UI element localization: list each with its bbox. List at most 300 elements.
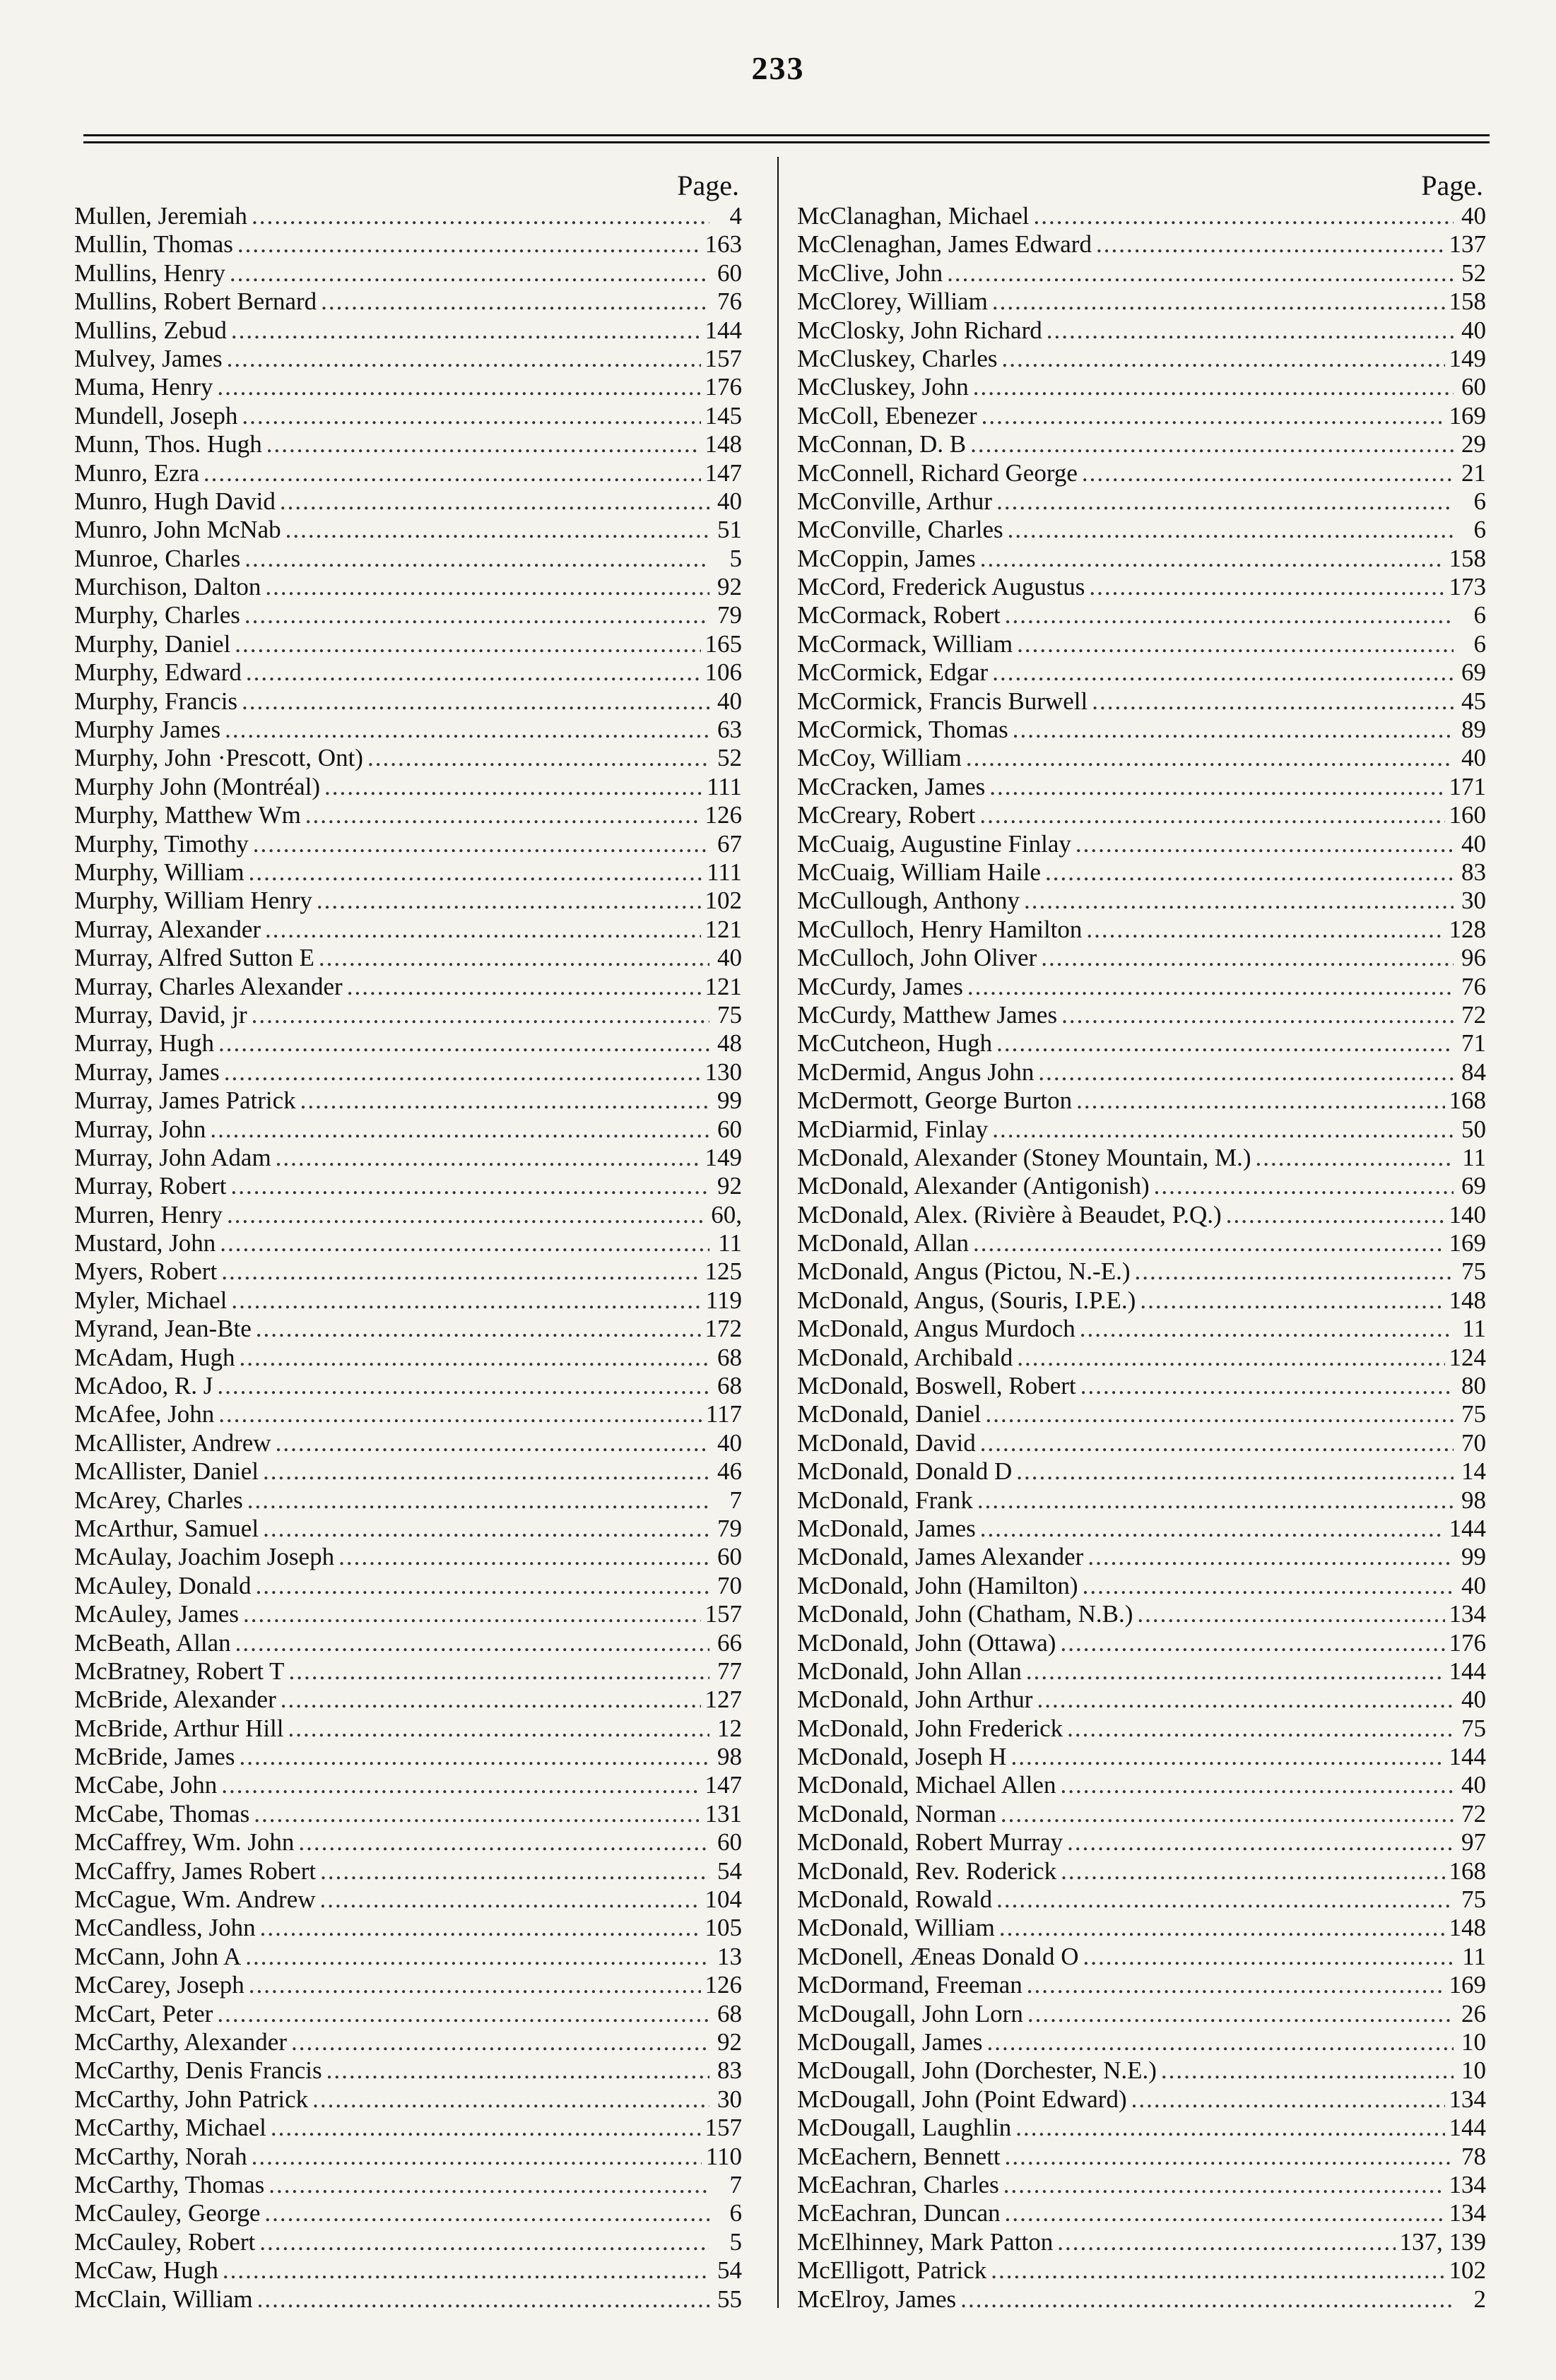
index-entry bbox=[797, 1001, 1486, 1029]
index-entry bbox=[74, 1686, 742, 1714]
dot-leader bbox=[265, 573, 709, 601]
index-entry bbox=[74, 1144, 742, 1172]
entry-page-number: 40 bbox=[1461, 744, 1486, 772]
entry-name: Murphy John (Montréal) bbox=[74, 772, 321, 800]
entry-name: Murphy, William bbox=[74, 858, 244, 886]
entry-name: McDonald, Angus Murdoch bbox=[797, 1315, 1075, 1343]
entry-name: Mullin, Thomas bbox=[74, 230, 233, 259]
dot-leader bbox=[220, 1229, 709, 1257]
dot-leader bbox=[269, 2171, 709, 2199]
dot-leader bbox=[1047, 316, 1454, 345]
column-header: Page. bbox=[677, 170, 739, 201]
index-entry bbox=[797, 1743, 1486, 1771]
entry-page-number: 176 bbox=[1449, 1628, 1486, 1657]
dot-leader bbox=[947, 259, 1454, 288]
entry-page-number: 52 bbox=[1461, 259, 1486, 287]
entry-name: McClanaghan, Michael bbox=[797, 202, 1030, 230]
entry-name: Munroe, Charles bbox=[74, 544, 241, 572]
entry-name: McCaffry, James Robert bbox=[74, 1857, 317, 1885]
dot-leader bbox=[1131, 2085, 1445, 2114]
index-entry bbox=[797, 1457, 1486, 1486]
dot-leader bbox=[320, 1857, 709, 1885]
index-entry bbox=[74, 1800, 742, 1828]
dot-leader bbox=[263, 1457, 709, 1486]
header-rule-bottom bbox=[83, 141, 1490, 143]
dot-leader bbox=[1076, 1087, 1444, 1115]
index-entry bbox=[797, 1400, 1486, 1428]
entry-name: McDonald, Joseph H bbox=[797, 1743, 1007, 1771]
entry-page-number: 10 bbox=[1461, 2028, 1486, 2056]
entry-page-number: 99 bbox=[1461, 1543, 1486, 1571]
entry-page-number: 89 bbox=[1461, 716, 1486, 744]
entry-page-number: 76 bbox=[717, 288, 742, 316]
column-header: Page. bbox=[1421, 170, 1483, 201]
index-entry bbox=[797, 887, 1486, 915]
dot-leader bbox=[242, 402, 700, 430]
entry-page-number: 76 bbox=[1461, 972, 1486, 1000]
index-entry bbox=[74, 744, 742, 772]
index-entry bbox=[797, 1029, 1486, 1058]
entry-page-number: 117 bbox=[705, 1400, 742, 1428]
dot-leader bbox=[247, 1486, 709, 1515]
index-entry bbox=[74, 1286, 742, 1315]
dot-leader bbox=[235, 1629, 709, 1657]
index-entry bbox=[797, 830, 1486, 858]
entry-name: McDougall, John Lorn bbox=[797, 1999, 1023, 2027]
entry-name: McEachran, Duncan bbox=[797, 2199, 1001, 2227]
entry-page-number: 106 bbox=[705, 658, 742, 687]
index-entry bbox=[797, 1344, 1486, 1372]
dot-leader bbox=[996, 487, 1454, 516]
entry-name: Murren, Henry bbox=[74, 1200, 223, 1229]
entry-name: McDonald, Allan bbox=[797, 1229, 969, 1257]
entry-page-number: 6 bbox=[729, 2199, 742, 2227]
index-entry bbox=[797, 316, 1486, 345]
entry-name: McDonald, William bbox=[797, 1914, 995, 1942]
index-entry bbox=[74, 487, 742, 516]
dot-leader bbox=[1027, 1971, 1445, 1999]
entry-page-number: 30 bbox=[1461, 887, 1486, 915]
dot-leader bbox=[1080, 1315, 1454, 1343]
dot-leader bbox=[242, 687, 709, 716]
dot-leader bbox=[973, 1229, 1444, 1257]
index-entry bbox=[797, 1857, 1486, 1885]
dot-leader bbox=[1013, 716, 1454, 744]
index-entry bbox=[797, 973, 1486, 1001]
dot-leader bbox=[1034, 202, 1454, 230]
index-entry bbox=[74, 1315, 742, 1343]
entry-name: McCullough, Anthony bbox=[797, 887, 1020, 915]
index-entry bbox=[74, 2028, 742, 2056]
entry-name: McDougall, John (Dorchester, N.E.) bbox=[797, 2056, 1157, 2085]
index-entry bbox=[74, 1971, 742, 1999]
dot-leader bbox=[230, 259, 709, 288]
dot-leader bbox=[1154, 1172, 1454, 1200]
index-entry bbox=[797, 1629, 1486, 1657]
entry-page-number: 68 bbox=[717, 1343, 742, 1371]
entry-name: Myers, Robert bbox=[74, 1257, 218, 1286]
entry-page-number: 134 bbox=[1449, 1600, 1486, 1628]
entry-page-number: 176 bbox=[705, 373, 742, 401]
index-entry bbox=[797, 1800, 1486, 1828]
entry-page-number: 148 bbox=[1449, 1286, 1486, 1314]
dot-leader bbox=[1096, 230, 1445, 259]
entry-page-number: 69 bbox=[1461, 658, 1486, 687]
entry-name: Murphy, Matthew Wm bbox=[74, 801, 301, 829]
dot-leader bbox=[982, 402, 1445, 430]
index-entry bbox=[797, 1201, 1486, 1229]
entry-name: McClorey, William bbox=[797, 288, 988, 316]
dot-leader bbox=[967, 973, 1454, 1001]
entry-name: McDonald, John Arthur bbox=[797, 1686, 1033, 1714]
entry-name: McDonald, Robert Murray bbox=[797, 1828, 1063, 1857]
entry-page-number: 149 bbox=[1449, 344, 1486, 372]
dot-leader bbox=[257, 2285, 709, 2314]
index-entry bbox=[74, 1400, 742, 1428]
index-entry bbox=[74, 2228, 742, 2256]
entry-page-number: 131 bbox=[705, 1799, 742, 1828]
entry-name: Mullen, Jeremiah bbox=[74, 202, 247, 230]
dot-leader bbox=[999, 1914, 1445, 1942]
entry-name: McAdam, Hugh bbox=[74, 1343, 235, 1371]
index-entry bbox=[797, 1600, 1486, 1628]
entry-page-number: 51 bbox=[717, 516, 742, 544]
index-entry bbox=[797, 1971, 1486, 1999]
entry-page-number: 5 bbox=[729, 544, 742, 572]
entry-name: McDonald, Michael Allen bbox=[797, 1771, 1056, 1799]
index-entry bbox=[797, 1515, 1486, 1543]
entry-page-number: 40 bbox=[1461, 316, 1486, 344]
entry-name: Mundell, Joseph bbox=[74, 401, 238, 430]
dot-leader bbox=[249, 1971, 701, 1999]
entry-name: McAuley, James bbox=[74, 1600, 239, 1628]
page-number: 233 bbox=[751, 50, 805, 86]
index-entry bbox=[74, 916, 742, 944]
index-entry bbox=[74, 2000, 742, 2028]
dot-leader bbox=[288, 1715, 710, 1743]
dot-leader bbox=[1024, 887, 1454, 915]
index-entry bbox=[74, 1087, 742, 1115]
index-entry bbox=[74, 373, 742, 401]
entry-page-number: 121 bbox=[705, 972, 742, 1000]
entry-name: Mulvey, James bbox=[74, 344, 223, 372]
dot-leader bbox=[1001, 1800, 1454, 1828]
index-column-right bbox=[797, 170, 1486, 2314]
dot-leader bbox=[264, 2199, 709, 2227]
entry-name: McCurdy, Matthew James bbox=[797, 1000, 1058, 1029]
entry-name: McColl, Ebenezer bbox=[797, 401, 977, 430]
index-entry bbox=[74, 801, 742, 829]
dot-leader bbox=[1075, 830, 1454, 858]
index-entry bbox=[797, 1315, 1486, 1343]
entry-page-number: 134 bbox=[1449, 2199, 1486, 2227]
entry-name: McArey, Charles bbox=[74, 1486, 243, 1514]
entry-page-number: 40 bbox=[1461, 202, 1486, 230]
entry-name: Murray, James Patrick bbox=[74, 1087, 296, 1115]
index-entry bbox=[797, 1572, 1486, 1600]
entry-page-number: 119 bbox=[705, 1286, 742, 1314]
dot-leader bbox=[1161, 2056, 1454, 2085]
entry-page-number: 46 bbox=[717, 1457, 742, 1486]
entry-page-number: 50 bbox=[1461, 1115, 1486, 1143]
entry-name: McCarthy, Thomas bbox=[74, 2170, 265, 2198]
entry-name: McDormand, Freeman bbox=[797, 1971, 1022, 1999]
dot-leader bbox=[1226, 1201, 1445, 1229]
entry-name: McCormick, Francis Burwell bbox=[797, 687, 1088, 715]
entry-page-number: 30 bbox=[717, 2085, 742, 2113]
index-entry bbox=[797, 744, 1486, 772]
entry-name: McConville, Charles bbox=[797, 516, 1003, 544]
dot-leader bbox=[244, 601, 709, 629]
dot-leader bbox=[960, 2285, 1454, 2314]
index-entry bbox=[74, 459, 742, 487]
index-entry bbox=[797, 516, 1486, 544]
entry-page-number: 102 bbox=[1449, 2256, 1486, 2285]
entry-page-number: 26 bbox=[1461, 1999, 1486, 2027]
entry-page-number: 84 bbox=[1461, 1058, 1486, 1086]
entry-name: McClenaghan, James Edward bbox=[797, 230, 1092, 259]
dot-leader bbox=[1083, 1572, 1454, 1600]
index-entry bbox=[74, 773, 742, 801]
entry-name: McCauley, Robert bbox=[74, 2227, 256, 2256]
dot-leader bbox=[1061, 1001, 1454, 1029]
index-entry bbox=[797, 2114, 1486, 2142]
entry-name: McCuaig, William Haile bbox=[797, 858, 1041, 886]
entry-page-number: 60 bbox=[717, 259, 742, 287]
entry-page-number: 7 bbox=[729, 1486, 742, 1514]
entry-name: McDonald, Archibald bbox=[797, 1343, 1013, 1371]
entry-name: McCarthy, Alexander bbox=[74, 2028, 287, 2056]
index-entry bbox=[74, 2143, 742, 2171]
index-list bbox=[74, 202, 742, 2314]
entry-name: McCreary, Robert bbox=[797, 801, 976, 829]
entry-page-number: 137, 139 bbox=[1399, 2227, 1486, 2256]
entry-page-number: 72 bbox=[1461, 1799, 1486, 1828]
entry-name: McDonald, Angus, (Souris, I.P.E.) bbox=[797, 1286, 1136, 1314]
entry-page-number: 10 bbox=[1461, 2056, 1486, 2085]
entry-name: McCarthy, Norah bbox=[74, 2142, 247, 2170]
index-entry bbox=[797, 2143, 1486, 2171]
dot-leader bbox=[265, 916, 700, 944]
entry-name: McCandless, John bbox=[74, 1914, 256, 1942]
entry-page-number: 5 bbox=[729, 2227, 742, 2256]
index-entry bbox=[797, 202, 1486, 230]
index-entry bbox=[797, 573, 1486, 601]
entry-page-number: 144 bbox=[705, 316, 742, 344]
dot-leader bbox=[992, 288, 1445, 316]
entry-page-number: 11 bbox=[1462, 1942, 1486, 1970]
dot-leader bbox=[224, 1058, 701, 1087]
entry-name: McElroy, James bbox=[797, 2285, 957, 2313]
index-entry bbox=[797, 487, 1486, 516]
index-entry bbox=[797, 402, 1486, 430]
index-entry bbox=[74, 2171, 742, 2199]
entry-name: McBratney, Robert T bbox=[74, 1657, 285, 1685]
dot-leader bbox=[1089, 573, 1444, 601]
index-entry bbox=[797, 288, 1486, 316]
entry-page-number: 75 bbox=[1461, 1400, 1486, 1428]
entry-page-number: 124 bbox=[1449, 1343, 1486, 1371]
entry-name: McCabe, Thomas bbox=[74, 1799, 250, 1828]
dot-leader bbox=[1137, 1600, 1444, 1628]
dot-leader bbox=[259, 2228, 709, 2256]
index-entry bbox=[74, 1001, 742, 1029]
index-entry bbox=[797, 658, 1486, 687]
entry-name: McCormack, Robert bbox=[797, 601, 1001, 629]
dot-leader bbox=[221, 1771, 700, 1799]
index-entry bbox=[74, 316, 742, 345]
index-entry bbox=[74, 1429, 742, 1457]
dot-leader bbox=[1005, 2199, 1445, 2227]
index-entry bbox=[74, 288, 742, 316]
entry-page-number: 102 bbox=[705, 887, 742, 915]
entry-page-number: 134 bbox=[1449, 2085, 1486, 2113]
entry-name: McDiarmid, Finlay bbox=[797, 1115, 989, 1143]
entry-page-number: 99 bbox=[717, 1087, 742, 1115]
entry-page-number: 148 bbox=[1449, 1914, 1486, 1942]
entry-page-number: 6 bbox=[1473, 487, 1486, 515]
entry-page-number: 67 bbox=[717, 829, 742, 858]
index-entry bbox=[797, 1914, 1486, 1942]
entry-page-number: 163 bbox=[705, 230, 742, 259]
index-entry bbox=[797, 1771, 1486, 1799]
entry-page-number: 13 bbox=[717, 1942, 742, 1970]
entry-name: McDonald, Alexander (Stoney Mountain, M.) bbox=[797, 1143, 1251, 1171]
index-entry bbox=[74, 1914, 742, 1942]
index-entry bbox=[74, 402, 742, 430]
entry-name: McCann, John A bbox=[74, 1942, 242, 1970]
index-entry bbox=[74, 630, 742, 658]
dot-leader bbox=[338, 1543, 709, 1571]
entry-name: Murray, James bbox=[74, 1058, 220, 1086]
dot-leader bbox=[204, 459, 701, 487]
index-entry bbox=[797, 1715, 1486, 1743]
entry-page-number: 79 bbox=[717, 1514, 742, 1542]
entry-page-number: 147 bbox=[705, 1771, 742, 1799]
entry-name: McDougall, John (Point Edward) bbox=[797, 2085, 1127, 2113]
entry-page-number: 157 bbox=[705, 2114, 742, 2142]
index-entry bbox=[797, 545, 1486, 573]
index-entry bbox=[74, 1058, 742, 1087]
entry-name: Murphy James bbox=[74, 716, 221, 744]
entry-name: Murphy, Francis bbox=[74, 687, 238, 715]
index-entry bbox=[797, 1486, 1486, 1515]
entry-page-number: 6 bbox=[1473, 629, 1486, 658]
index-entry bbox=[797, 2000, 1486, 2028]
entry-name: Myrand, Jean-Bte bbox=[74, 1315, 252, 1343]
dot-leader bbox=[231, 1286, 701, 1315]
entry-page-number: 69 bbox=[1461, 1172, 1486, 1200]
index-entry bbox=[797, 1058, 1486, 1087]
dot-leader bbox=[317, 887, 701, 915]
entry-name: McCulloch, Henry Hamilton bbox=[797, 915, 1083, 943]
index-entry bbox=[797, 1429, 1486, 1457]
index-entry bbox=[74, 345, 742, 373]
entry-name: McBride, Alexander bbox=[74, 1686, 276, 1714]
dot-leader bbox=[246, 658, 701, 687]
index-entry bbox=[74, 1600, 742, 1628]
dot-leader bbox=[347, 973, 701, 1001]
entry-name: Munro, Ezra bbox=[74, 458, 199, 487]
index-entry bbox=[74, 1572, 742, 1600]
index-entry bbox=[797, 1115, 1486, 1144]
index-entry bbox=[74, 658, 742, 687]
index-entry bbox=[797, 1657, 1486, 1686]
index-entry bbox=[797, 1885, 1486, 1914]
dot-leader bbox=[1011, 1743, 1445, 1771]
entry-page-number: 144 bbox=[1449, 1514, 1486, 1542]
entry-name: McDonald, Frank bbox=[797, 1486, 973, 1514]
dot-leader bbox=[252, 1001, 709, 1029]
entry-name: Murchison, Dalton bbox=[74, 573, 261, 601]
dot-leader bbox=[217, 1372, 709, 1400]
entry-name: McEachran, Charles bbox=[797, 2170, 999, 2198]
entry-page-number: 98 bbox=[717, 1743, 742, 1771]
entry-name: Myler, Michael bbox=[74, 1286, 228, 1314]
entry-page-number: 83 bbox=[717, 2056, 742, 2085]
dot-leader bbox=[1005, 601, 1454, 629]
entry-name: McDonald, Donald D bbox=[797, 1457, 1013, 1486]
index-entry bbox=[74, 1172, 742, 1200]
entry-name: Murphy, William Henry bbox=[74, 887, 312, 915]
entry-name: McDougall, Laughlin bbox=[797, 2114, 1012, 2142]
entry-name: McElhinney, Mark Patton bbox=[797, 2227, 1054, 2256]
entry-page-number: 158 bbox=[1449, 288, 1486, 316]
entry-name: Murray, Hugh bbox=[74, 1029, 214, 1058]
entry-page-number: 78 bbox=[1461, 2142, 1486, 2170]
index-entry bbox=[74, 259, 742, 288]
index-entry bbox=[797, 2171, 1486, 2199]
entry-name: McConnan, D. B bbox=[797, 430, 967, 458]
dot-leader bbox=[989, 773, 1444, 801]
entry-page-number: 165 bbox=[705, 629, 742, 658]
entry-page-number: 158 bbox=[1449, 544, 1486, 572]
dot-leader bbox=[260, 1914, 701, 1942]
dot-leader bbox=[266, 430, 701, 458]
index-entry bbox=[74, 230, 742, 259]
entry-name: McBride, Arthur Hill bbox=[74, 1714, 284, 1742]
entry-page-number: 111 bbox=[707, 772, 742, 800]
dot-leader bbox=[1008, 516, 1454, 544]
dot-leader bbox=[1017, 1344, 1444, 1372]
index-entry bbox=[797, 1257, 1486, 1286]
entry-page-number: 83 bbox=[1461, 858, 1486, 886]
index-entry bbox=[797, 430, 1486, 458]
entry-page-number: 80 bbox=[1461, 1372, 1486, 1400]
entry-page-number: 70 bbox=[1461, 1428, 1486, 1457]
dot-leader bbox=[1057, 2228, 1395, 2256]
entry-page-number: 111 bbox=[707, 858, 742, 886]
index-entry bbox=[74, 1257, 742, 1286]
entry-name: McDonald, James Alexander bbox=[797, 1543, 1084, 1571]
dot-leader bbox=[996, 1029, 1454, 1058]
index-entry bbox=[74, 1771, 742, 1799]
dot-leader bbox=[1088, 1543, 1454, 1571]
entry-page-number: 137 bbox=[1449, 230, 1486, 259]
dot-leader bbox=[245, 1943, 709, 1971]
dot-leader bbox=[1134, 1257, 1454, 1286]
dot-leader bbox=[231, 316, 701, 345]
entry-page-number: 110 bbox=[705, 2142, 742, 2170]
entry-name: McBride, James bbox=[74, 1743, 235, 1771]
entry-page-number: 127 bbox=[705, 1686, 742, 1714]
entry-page-number: 54 bbox=[717, 1857, 742, 1885]
dot-leader bbox=[230, 1172, 709, 1200]
index-entry bbox=[797, 1229, 1486, 1257]
dot-leader bbox=[1140, 1286, 1444, 1315]
entry-name: McDonald, John Allan bbox=[797, 1657, 1022, 1685]
index-entry bbox=[797, 2085, 1486, 2114]
